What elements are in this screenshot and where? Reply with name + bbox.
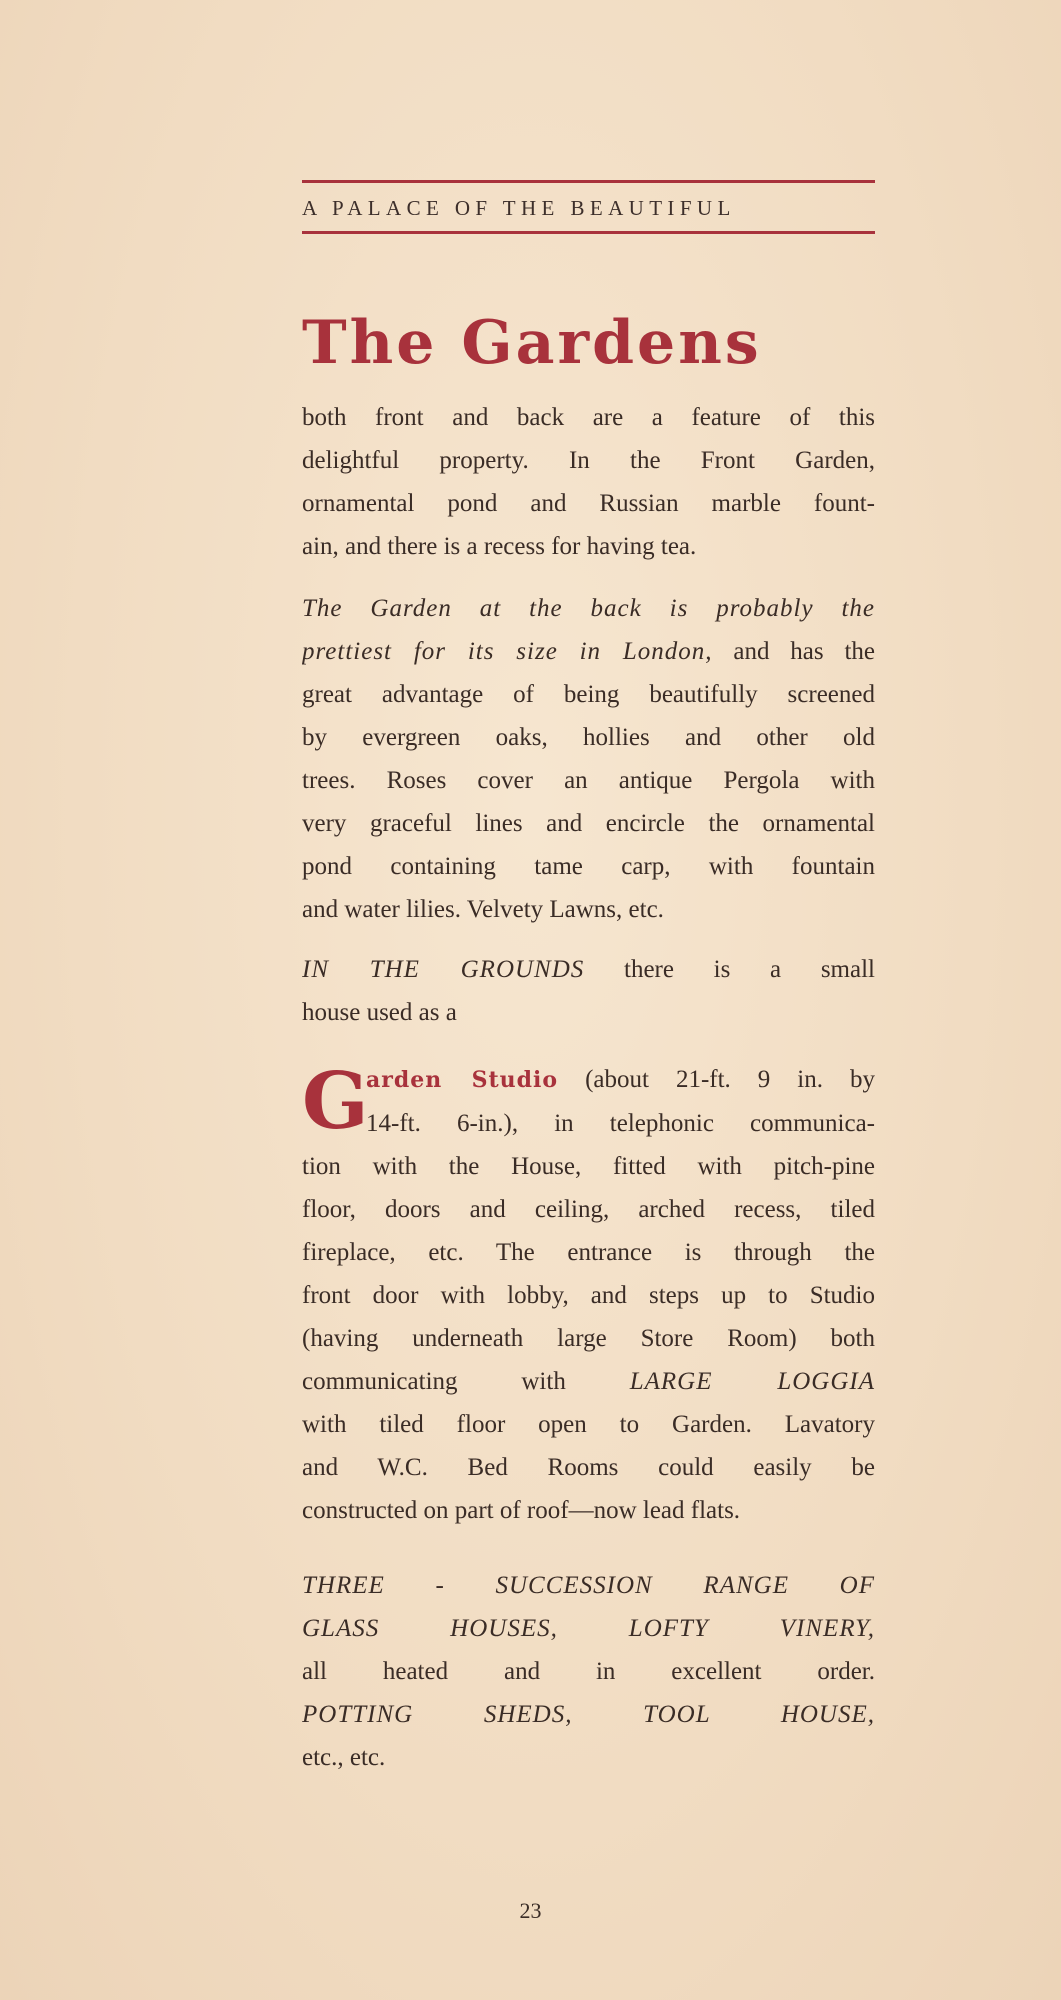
text-line: very graceful lines and encircle the ornamental [302, 810, 875, 837]
italic-phrase: prettiest for its size in London, [302, 638, 713, 665]
italic-phrase: IN THE GROUNDS [302, 956, 585, 983]
paragraph-front-garden [302, 396, 875, 568]
text-line: (having underneath large Store Room) both [302, 1325, 875, 1352]
paragraph-glass-houses [302, 1564, 875, 1779]
text-line: tion with the House, fitted with pitch-pine [302, 1153, 875, 1180]
text-line: floor, doors and ceiling, arched recess, tiled [302, 1196, 875, 1223]
text-line: and water lilies. Velvety Lawns, etc. [302, 896, 664, 923]
text-line: POTTING SHEDS, TOOL HOUSE, [302, 1701, 875, 1728]
text-line: THREE - SUCCESSION RANGE OF [302, 1572, 875, 1599]
section-title: The Gardens [302, 308, 762, 378]
text-fragment: (about 21-ft. 9 in. by [558, 1066, 875, 1093]
text-line: etc., etc. [302, 1744, 386, 1771]
header-rule-top [302, 180, 875, 183]
text-line: great advantage of being beautifully screened [302, 681, 875, 708]
drop-cap: G [302, 1056, 369, 1147]
text-line: The Garden at the back is probably the [302, 595, 875, 622]
text-line: ornamental pond and Russian marble fount- [302, 490, 875, 517]
text-line: GLASS HOUSES, LOFTY VINERY, [302, 1615, 875, 1642]
text-line: fireplace, etc. The entrance is through the [302, 1239, 875, 1266]
garden-studio-heading: arden Studio [366, 1067, 559, 1093]
text-line: front door with lobby, and steps up to Studio [302, 1282, 875, 1309]
text-line [302, 630, 875, 673]
paragraph-grounds [302, 948, 875, 1034]
page-number: 23 [519, 1898, 542, 1923]
text-fragment: communicating with [302, 1368, 630, 1395]
header-rule-bottom [302, 231, 875, 234]
text-line: trees. Roses cover an antique Pergola with [302, 767, 875, 794]
running-head-text: A PALACE OF THE BEAUTIFUL [302, 196, 736, 220]
paragraph-garden-studio [302, 1058, 875, 1532]
text-fragment: there is a small [584, 956, 875, 983]
text-fragment: and has the [712, 638, 875, 665]
text-line: house used as a [302, 999, 457, 1026]
text-line: and W.C. Bed Rooms could easily be [302, 1454, 875, 1481]
text-line: constructed on part of roof—now lead flats. [302, 1497, 741, 1524]
text-line: both front and back are a feature of this [302, 404, 875, 431]
text-line: all heated and in excellent order. [302, 1658, 875, 1685]
text-line: by evergreen oaks, hollies and other old [302, 724, 875, 751]
text-line [302, 1058, 875, 1102]
text-line [302, 948, 875, 991]
text-line: ain, and there is a recess for having tea. [302, 533, 697, 560]
text-line: pond containing tame carp, with fountain [302, 853, 875, 880]
paragraph-back-garden [302, 587, 875, 931]
text-line: 14-ft. 6-in.), in telephonic communica- [366, 1110, 875, 1137]
text-line: delightful property. In the Front Garden, [302, 447, 875, 474]
text-line: with tiled floor open to Garden. Lavatory [302, 1411, 875, 1438]
running-header [302, 180, 875, 234]
italic-phrase: LARGE LOGGIA [629, 1368, 875, 1395]
text-line [302, 1360, 875, 1403]
